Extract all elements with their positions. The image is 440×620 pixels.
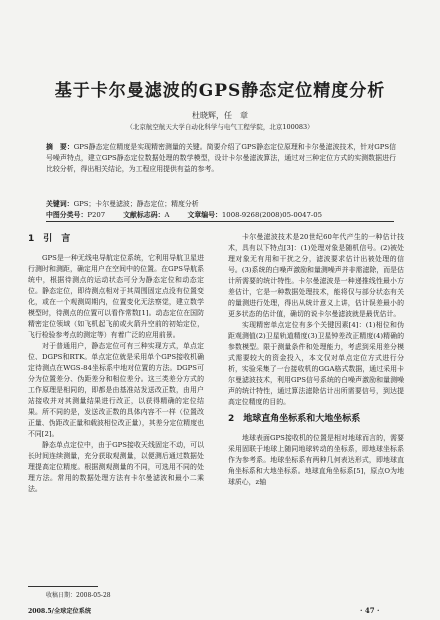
paragraph: 地球表面GPS接收机的位置是相对地球而言的，需要采用固联于地球上随同地球转动的坐标系，即地球坐标系作为参考系。地球坐标系有两种几何表达形式，即地球直角坐标系和大地坐标系。地球直角坐标系[5]，原点O为地球质心，z轴 [228,434,404,486]
page-number: · 47 · [360,606,380,615]
article-number-value: 1008-9268(2008)05-0047-05 [221,211,322,219]
doc-code-label: 文献标志码： [123,211,165,219]
paper-title: 基于卡尔曼滤波的GPS静态定位精度分析 [54,81,386,101]
paragraph: 静态单点定位中，由于GPS接收天线固定不动，可以长时间连续测量，充分获取观测量，以便测后通过数据处理提高定位精度。根据测观测量的不同，可选用不同的处理方法。常用的数据处理方法有卡尔曼滤波和最小二乘法。 [28,441,204,493]
right-column [228,232,404,488]
clc-label: 中图分类号： [46,211,88,219]
authors: 杜晓辉，任 章 [192,111,248,120]
journal-footer: 2008.5/全球定位系统 [28,608,92,615]
keywords-label: 关键词： [46,200,74,208]
clc-value: P207 [87,211,106,219]
keywords [46,198,406,208]
keywords-text: GPS；卡尔曼滤波；静态定位；精度分析 [73,200,199,208]
section-heading-coordinates: 2 地球直角坐标系和大地坐标系 [228,414,361,424]
article-number-label: 文章编号： [187,211,222,219]
paragraph: 卡尔曼滤波技术是20世纪60年代产生的一种估计技术，具有以下特点[3]：(1)处理对象是随机信号。(2)被处理对象无有用和干扰之分，滤波要求估计出被处理的信号。(3)系统的白噪声激励和量测噪声并非需滤除，而是估计所需要的统计特性。卡尔曼滤波是一种递推线性最小方差估计，它是一种数据处理技术，能将仅与部分状态有关的量测进行处理，得出从统计意义上讲，估计误差最小的更多状态的估计值，确切的说卡尔曼滤波就是最优估计。 [228,233,404,318]
header-divider [46,221,394,222]
classification-line [46,209,406,219]
paragraph: GPS是一种无线电导航定位系统，它利用导航卫星进行测时和测距，确定用户在空间中的位置。在GPS导航系统中，根据待测点的运动状态可分为静态定位和动态定位。静态定位，即待测点相对于其周围固定点没有位置变化，或在一个观测周期内，位置变化无法察觉，建立数学模型时，待测点的位置可以看作常数[1]。动态定位在国防精密定位领域（如飞机起飞前或火箭升空前的初始定位，飞行检验参考点的测定等）有着广泛的应用前景。 [28,254,204,339]
left-column [28,232,204,495]
footnote-divider [28,586,98,587]
paragraph: 对于普通用户，静态定位可有三种实现方式，单点定位、DGPS和RTK。单点定位就是采用单个GPS接收机确定待测点在WGS-84坐标系中地对位置的方法。DGPS可分为位置差分、伪距差分和相位差分。这三类差分方式的工作原理是相同的，即都是由基准站发送改正数，由用户站接收并对其测量结果进行改正，以获得精确的定位结果。所不同的是，发送改正数的具体内容不一样（位置改正量、伪距改正量和载波相位改正量），其差分定位精度也不同[2]。 [28,342,204,438]
paragraph: 实现精密单点定位有多个关键因素[4]：(1)相位和伪距观测值(2)卫星轨道精度(3)卫星钟差改正精度(4)精确的参数模型。限于测量条件和处理能力，考虑到采用差分模式需要较大的资金投入，本文仅对单点定位方式进行分析，实验采集了一台接收机的GGA格式数据，通过采用卡尔曼滤波技术，利用GPS信号系统的白噪声激励和量测噪声的统计特性，通过算法滤除估计出所需要信号，到达提高定位精度的目的。 [228,321,404,406]
doc-code-value: A [164,211,170,219]
abstract [46,142,396,175]
section-heading-intro: 1 引 言 [28,234,71,244]
received-date: 收稿日期：2008-05-28 [46,592,111,599]
affiliation: （北京航空航天大学自动化科学与电气工程学院，北京100083） [126,123,314,131]
abstract-label: 摘 要： [46,143,74,151]
abstract-text: GPS静态定位精度是实现精密测量的关键。简要介绍了GPS静态定位原理和卡尔曼滤波技术，针对GPS信号噪声特点，建立GPS静态定位数据处理的数学模型，设计卡尔曼滤波算法，通过对三种定位方式的实测数据进行比较分析，得出相关结论，为工程应用提供有益的参考。 [46,143,396,173]
